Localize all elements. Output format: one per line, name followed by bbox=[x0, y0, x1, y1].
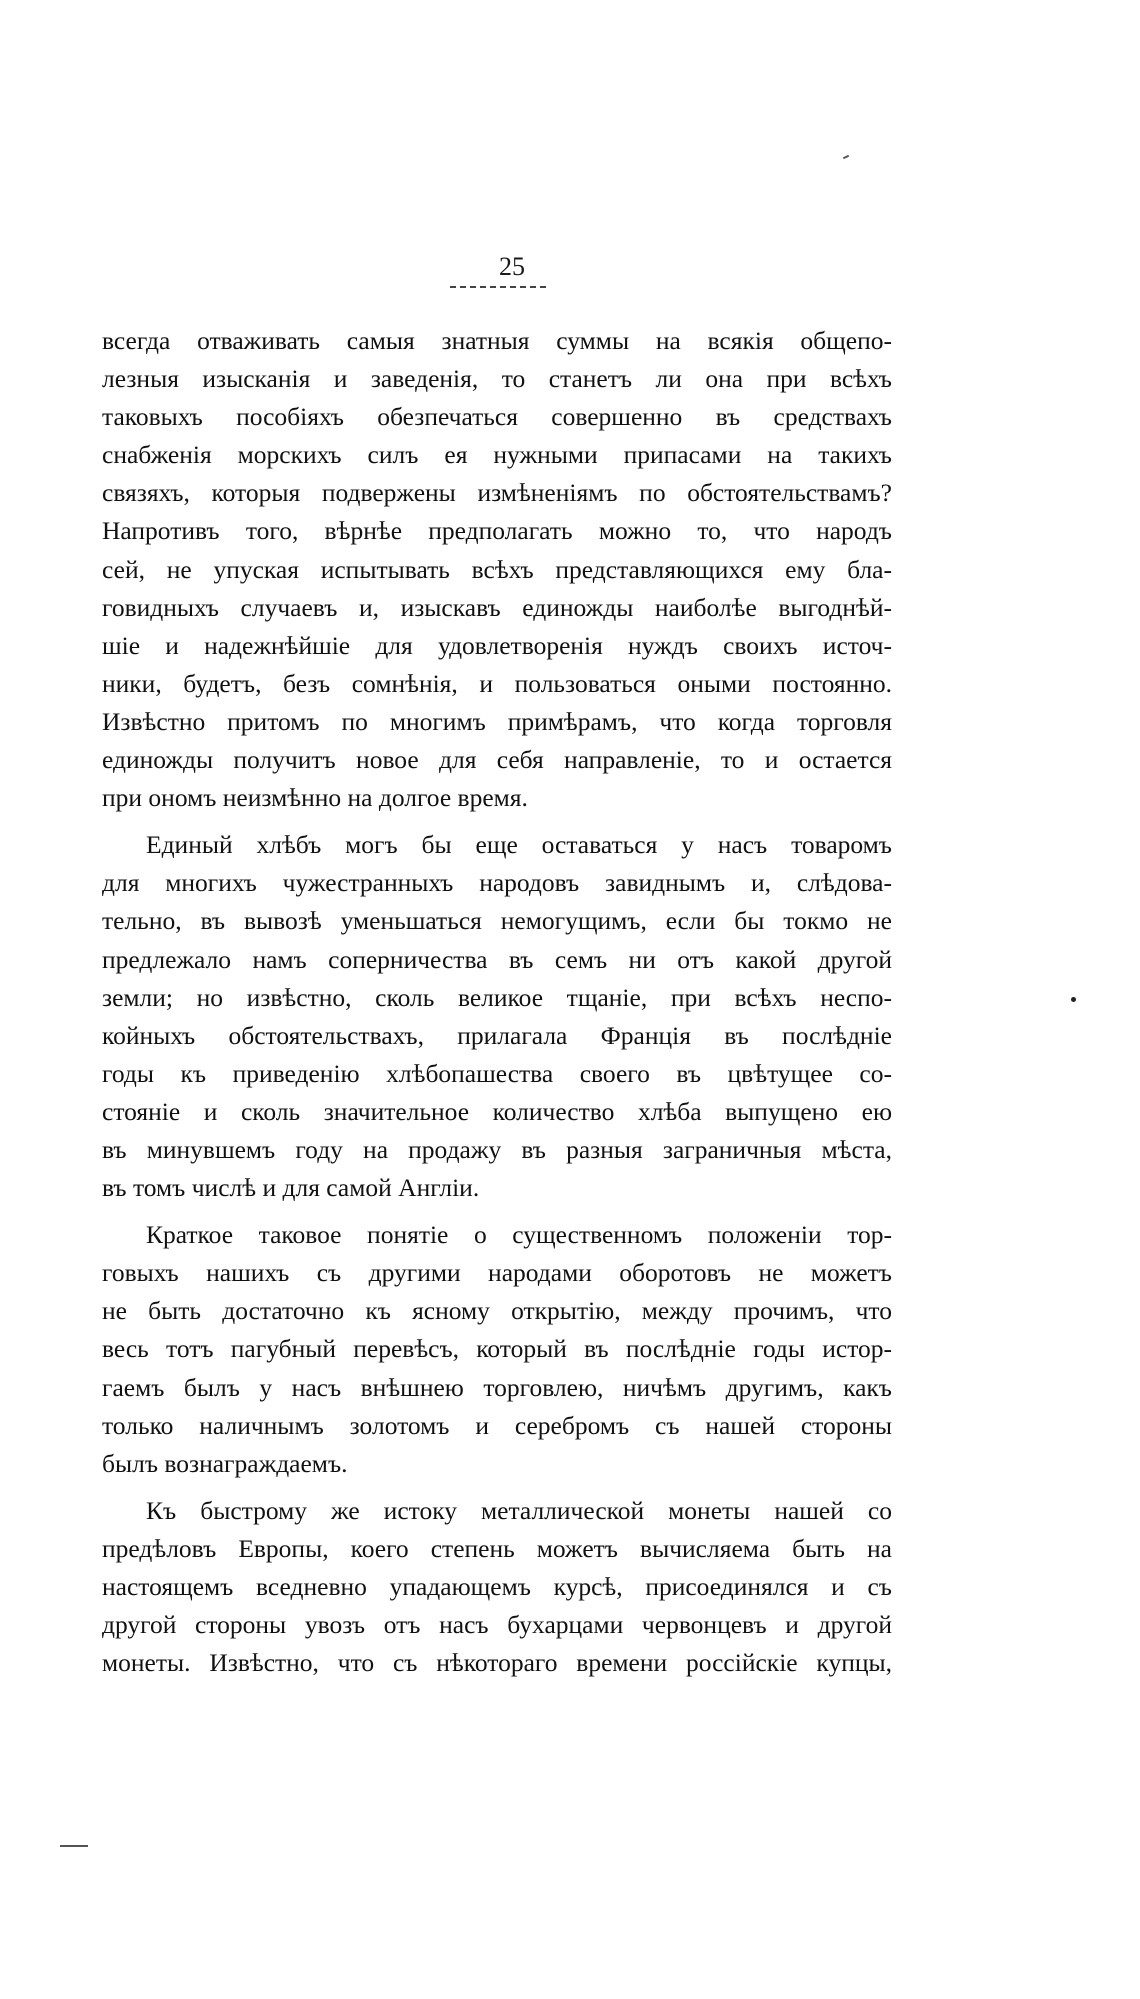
text-line: всегда отваживать самыя знатныя суммы на всякія общепо- bbox=[102, 326, 892, 355]
page-number: 25 bbox=[499, 252, 525, 281]
text-line: единожды получитъ новое для себя направленіе, то и остается bbox=[102, 745, 892, 775]
text-line: предлежало намъ соперничества въ семъ ни отъ какой другой bbox=[102, 944, 892, 974]
text-line: говидныхъ случаевъ и, изыскавъ единожды наиболѣе выгоднѣй- bbox=[102, 592, 892, 622]
text-line: тельно, въ вывозѣ уменьшаться немогущимъ, если бы токмо не bbox=[102, 906, 892, 936]
text-line: Напротивъ того, вѣрнѣе предполагать можно то, что народъ bbox=[102, 516, 892, 546]
text-line: монеты. Извѣстно, что съ нѣкотораго времени россійскіе купцы, bbox=[102, 1648, 892, 1678]
text-line: другой стороны увозъ отъ насъ бухарцами червонцевъ и другой bbox=[102, 1610, 892, 1640]
text-line: Къ быстрому же истоку металлической монеты нашей со bbox=[146, 1495, 892, 1525]
text-line: земли; но извѣстно, сколь великое тщаніе, при всѣхъ неспо- bbox=[102, 982, 892, 1012]
text-line: сей, не упуская испытывать всѣхъ представляющихся ему бла- bbox=[102, 554, 892, 584]
scan-mark bbox=[60, 1845, 88, 1847]
text-line: койныхъ обстоятельствахъ, прилагала Франція въ послѣдніе bbox=[102, 1020, 892, 1050]
text-line: предѣловъ Европы, коего степень можетъ вычисляема быть на bbox=[102, 1533, 892, 1563]
text-line: шіе и надежнѣйшіе для удовлетворенія нуждъ своихъ источ- bbox=[102, 630, 892, 660]
text-line: настоящемъ вседневно упадающемъ курсѣ, присоединялся и съ bbox=[102, 1572, 892, 1601]
text-line: только наличнымъ золотомъ и серебромъ съ нашей стороны bbox=[102, 1410, 892, 1440]
text-line: для многихъ чужестранныхъ народовъ завиднымъ и, слѣдова- bbox=[102, 868, 892, 898]
text-line: снабженія морскихъ силъ ея нужными припасами на такихъ bbox=[102, 440, 892, 470]
text-line: годы къ приведенію хлѣбопашества своего въ цвѣтущее со- bbox=[102, 1058, 892, 1088]
margin-dot bbox=[1071, 997, 1076, 1002]
text-line: Единый хлѣбъ могъ бы еще оставаться у насъ товаромъ bbox=[146, 830, 892, 860]
text-line: говыхъ нашихъ съ другими народами оборотовъ не можетъ bbox=[102, 1258, 892, 1288]
body-text bbox=[102, 322, 892, 1682]
paragraph-1 bbox=[102, 322, 892, 817]
text-line: Извѣстно притомъ по многимъ примѣрамъ, что когда торговля bbox=[102, 706, 892, 736]
scan-speck bbox=[843, 155, 849, 159]
text-line: ники, будетъ, безъ сомнѣнія, и пользоваться оными постоянно. bbox=[102, 668, 892, 698]
text-line: въ томъ числѣ и для самой Англіи. bbox=[102, 1173, 480, 1203]
text-line: гаемъ былъ у насъ внѣшнею торговлею, ничѣмъ другимъ, какъ bbox=[102, 1372, 892, 1402]
text-line: лезныя изысканія и заведенія, то станетъ ли она при всѣхъ bbox=[102, 364, 892, 394]
page-number-rule bbox=[450, 286, 546, 288]
paragraph-3 bbox=[102, 1216, 892, 1483]
text-line: въ минувшемъ году на продажу въ разныя заграничныя мѣста, bbox=[102, 1134, 892, 1164]
text-line: былъ вознаграждаемъ. bbox=[102, 1448, 348, 1478]
text-line: связяхъ, которыя подвержены измѣненіямъ по обстоятельствамъ? bbox=[102, 478, 892, 508]
text-line: не быть достаточно къ ясному открытію, между прочимъ, что bbox=[102, 1296, 892, 1326]
text-line: весь тотъ пагубный перевѣсъ, который въ послѣдніе годы истор- bbox=[102, 1334, 892, 1364]
paragraph-2 bbox=[102, 826, 892, 1207]
text-line: стояніе и сколь значительное количество хлѣба выпущено ею bbox=[102, 1096, 892, 1126]
paragraph-4 bbox=[102, 1492, 892, 1682]
text-line: таковыхъ пособіяхъ обезпечаться совершенно въ средствахъ bbox=[102, 402, 892, 432]
text-line: Краткое таковое понятіе о существенномъ положеніи тор- bbox=[146, 1220, 892, 1250]
text-line: при ономъ неизмѣнно на долгое время. bbox=[102, 783, 528, 813]
